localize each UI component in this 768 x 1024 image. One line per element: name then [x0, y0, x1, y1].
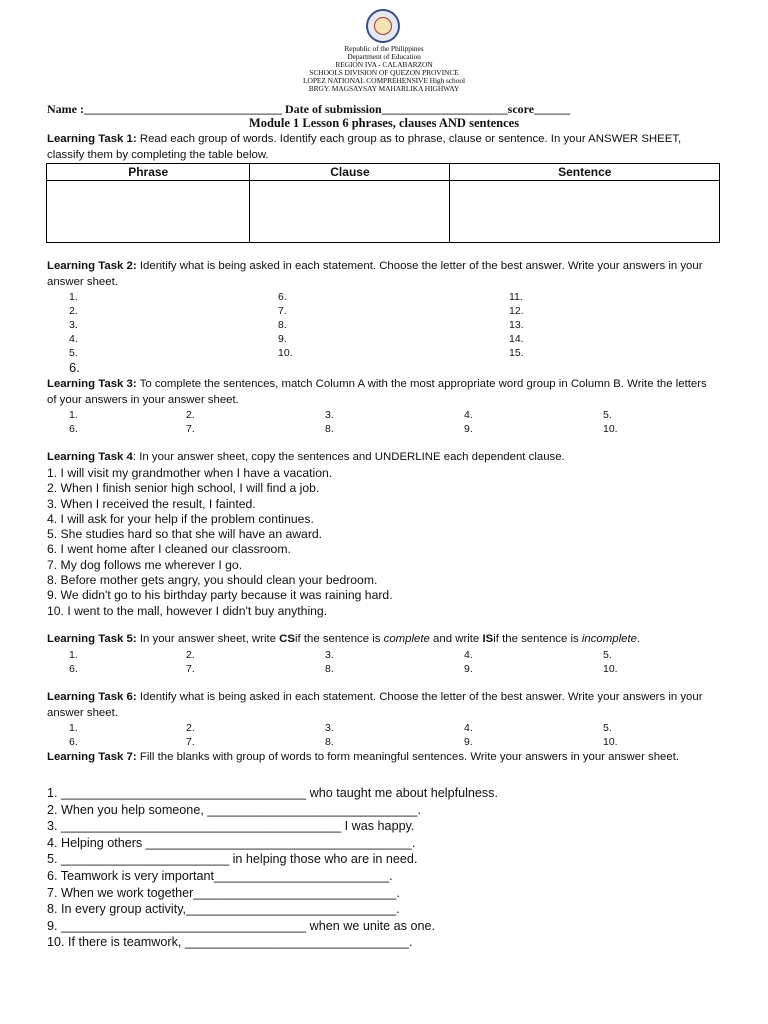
- task7-item[interactable]: 3. ________________________________________ I was happy.: [47, 819, 415, 834]
- task4-item: 3. When I received the result, I fainted.: [47, 496, 256, 511]
- page-title: Module 1 Lesson 6 phrases, clauses AND sentences: [248, 116, 520, 130]
- task5-incomplete: incomplete: [581, 633, 637, 645]
- task7-item[interactable]: 10. If there is teamwork, ________________________________.: [47, 935, 413, 950]
- task5-text-a: In your answer sheet, write: [139, 633, 276, 645]
- task7-item[interactable]: 5. ________________________ in helping those who are in need.: [47, 852, 418, 867]
- task6-line1: [47, 691, 703, 703]
- task7-item[interactable]: 7. When we work together_____________________________.: [47, 885, 400, 900]
- t5-num: 3.: [325, 649, 334, 661]
- t2-num: 9.: [278, 333, 287, 345]
- col-phrase: Phrase: [47, 164, 250, 181]
- task5-text-d: if the sentence is: [493, 633, 579, 645]
- cell-clause[interactable]: [250, 181, 450, 243]
- classification-table: [46, 163, 720, 243]
- task7-item[interactable]: 2. When you help someone, ______________________________.: [47, 802, 421, 817]
- t2-num: 1.: [69, 291, 78, 303]
- task4-item: 1. I will visit my grandmother when I have a vacation.: [47, 466, 333, 480]
- task7-item[interactable]: 9. ___________________________________ when we unite as one.: [47, 918, 435, 933]
- task6-label: Learning Task 6:: [47, 691, 137, 703]
- header-line-2: Department of Education: [347, 52, 421, 61]
- task7-list: [47, 785, 498, 951]
- t2-num: 7.: [278, 305, 287, 317]
- task3-text1: To complete the sentences, match Column A with the most appropriate word group in Column B. Write the letters: [139, 378, 707, 390]
- t6-num: 2.: [186, 722, 195, 734]
- task4-item: 2. When I finish senior high school, I will find a job.: [47, 481, 320, 496]
- name-label: Name :: [47, 102, 84, 116]
- t6-num: 5.: [603, 722, 612, 734]
- t3-num: 8.: [325, 423, 334, 435]
- t5-num: 6.: [69, 663, 78, 675]
- task7-item[interactable]: 1. ___________________________________ who taught me about helpfulness.: [47, 786, 498, 800]
- t5-num: 5.: [603, 649, 612, 661]
- t5-num: 10.: [603, 663, 618, 675]
- t3-num: 6.: [69, 423, 78, 435]
- task4-item: 10. I went to the mall, however I didn't buy anything.: [47, 603, 328, 618]
- t5-num: 8.: [325, 663, 334, 675]
- task2-line1: [47, 260, 703, 272]
- task7-text: Fill the blanks with group of words to form meaningful sentences. Write your answers in your answer sheet.: [139, 751, 680, 763]
- t2-num: 2.: [69, 305, 78, 317]
- task4-item: 5. She studies hard so that she will have an award.: [47, 527, 323, 542]
- score-blank[interactable]: ______: [534, 102, 571, 116]
- t2-num: 11.: [509, 291, 523, 303]
- t3-num: 2.: [186, 409, 195, 421]
- t6-num: 9.: [464, 736, 473, 748]
- task7-line1: [47, 751, 679, 763]
- t2-num: 15.: [509, 347, 524, 359]
- t6-num: 8.: [325, 736, 334, 748]
- t3-num: 1.: [69, 409, 78, 421]
- t3-num: 4.: [464, 409, 473, 421]
- header-line-3: REGION IVA - CALABARZON: [335, 60, 433, 69]
- task4-text: : In your answer sheet, copy the sentences and UNDERLINE each dependent clause.: [132, 451, 565, 463]
- task1-line1: [47, 133, 681, 145]
- t2-num: 3.: [69, 319, 78, 331]
- score-label: score: [507, 102, 535, 116]
- t3-num: 5.: [603, 409, 612, 421]
- task4-item: 4. I will ask for your help if the problem continues.: [47, 511, 314, 526]
- task1-label: Learning Task 1:: [47, 133, 137, 145]
- header-line-1: Republic of the Philippines: [344, 44, 424, 53]
- task2-label: Learning Task 2:: [47, 260, 137, 272]
- task3-text2: of your answers in your answer sheet.: [47, 394, 239, 406]
- date-label: Date of submission: [284, 102, 382, 116]
- task2-text2: answer sheet.: [47, 276, 118, 288]
- col-sentence: Sentence: [450, 164, 720, 181]
- task4-list: [47, 466, 393, 619]
- task4-label: Learning Task 4: [47, 451, 133, 463]
- t2-num: 5.: [69, 347, 78, 359]
- task4-line1: [47, 451, 565, 463]
- deped-seal: [366, 9, 400, 43]
- task6-text1: Identify what is being asked in each statement. Choose the letter of the best answer. Write your answers in your: [139, 691, 703, 703]
- t3-num: 10.: [603, 423, 618, 435]
- task4-item: 8. Before mother gets angry, you should clean your bedroom.: [47, 573, 378, 588]
- cell-sentence[interactable]: [450, 181, 720, 243]
- col-clause: Clause: [250, 164, 450, 181]
- t5-num: 4.: [464, 649, 473, 661]
- t6-num: 3.: [325, 722, 334, 734]
- task4-item: 9. We didn't go to his birthday party because it was raining hard.: [47, 588, 393, 603]
- t2-num: 12.: [509, 305, 524, 317]
- task5-line1: [47, 633, 640, 645]
- t5-num: 1.: [69, 649, 78, 661]
- t3-num: 7.: [186, 423, 195, 435]
- t6-num: 7.: [186, 736, 195, 748]
- t2-num: 14.: [509, 333, 524, 345]
- t2-num: 8.: [278, 319, 287, 331]
- task5-text-e: .: [636, 633, 641, 645]
- date-blank[interactable]: _____________________: [381, 102, 508, 116]
- task5-is: IS: [482, 633, 494, 645]
- task7-item[interactable]: 4. Helping others ______________________________________.: [47, 835, 416, 850]
- task5-cs: CS: [279, 633, 295, 645]
- task5-label: Learning Task 5:: [47, 633, 137, 645]
- task7-label: Learning Task 7:: [47, 751, 137, 763]
- task2-text1: Identify what is being asked in each statement. Choose the letter of the best answer. Write your answers in your: [139, 260, 703, 272]
- t6-num: 6.: [69, 736, 78, 748]
- header-line-4: SCHOOLS DIVISION OF QUEZON PROVINCE: [309, 68, 459, 77]
- header-line-5: LOPEZ NATIONAL COMPREHENSIVE High school: [303, 76, 465, 85]
- t2-num: 4.: [69, 333, 78, 345]
- task6-text2: answer sheet.: [47, 707, 118, 719]
- task1-text1: Read each group of words. Identify each group as to phrase, clause or sentence. In your ANSWER SHEET,: [139, 133, 682, 145]
- t3-num: 3.: [325, 409, 334, 421]
- task5-text-b: if the sentence is: [294, 633, 381, 645]
- t2-extra-num: 6.: [69, 360, 80, 375]
- t5-num: 9.: [464, 663, 473, 675]
- task4-item: 7. My dog follows me wherever I go.: [47, 557, 243, 572]
- t2-num: 6.: [278, 291, 287, 303]
- task5-text-c: and write: [433, 633, 480, 645]
- cell-phrase[interactable]: [47, 181, 250, 243]
- task7-item[interactable]: 6. Teamwork is very important_________________________.: [47, 868, 393, 883]
- task4-item: 6. I went home after I cleaned our classroom.: [47, 542, 291, 557]
- t6-num: 4.: [464, 722, 473, 734]
- t6-num: 1.: [69, 722, 78, 734]
- task7-item[interactable]: 8. In every group activity,______________________________.: [47, 902, 400, 917]
- t2-num: 10.: [278, 347, 293, 359]
- t5-num: 7.: [186, 663, 195, 675]
- name-blank[interactable]: _________________________________: [83, 102, 282, 116]
- name-date-score-line: [47, 102, 570, 117]
- task1-text2: classify them by completing the table below.: [47, 149, 269, 161]
- t5-num: 2.: [186, 649, 195, 661]
- task5-complete: complete: [383, 633, 430, 645]
- task3-label: Learning Task 3:: [47, 378, 137, 390]
- t6-num: 10.: [603, 736, 618, 748]
- header-line-6: BRGY. MAGSAYSAY MAHARLIKA HIGHWAY: [308, 84, 460, 93]
- t2-num: 13.: [509, 319, 524, 331]
- task3-line1: [47, 378, 707, 390]
- t3-num: 9.: [464, 423, 473, 435]
